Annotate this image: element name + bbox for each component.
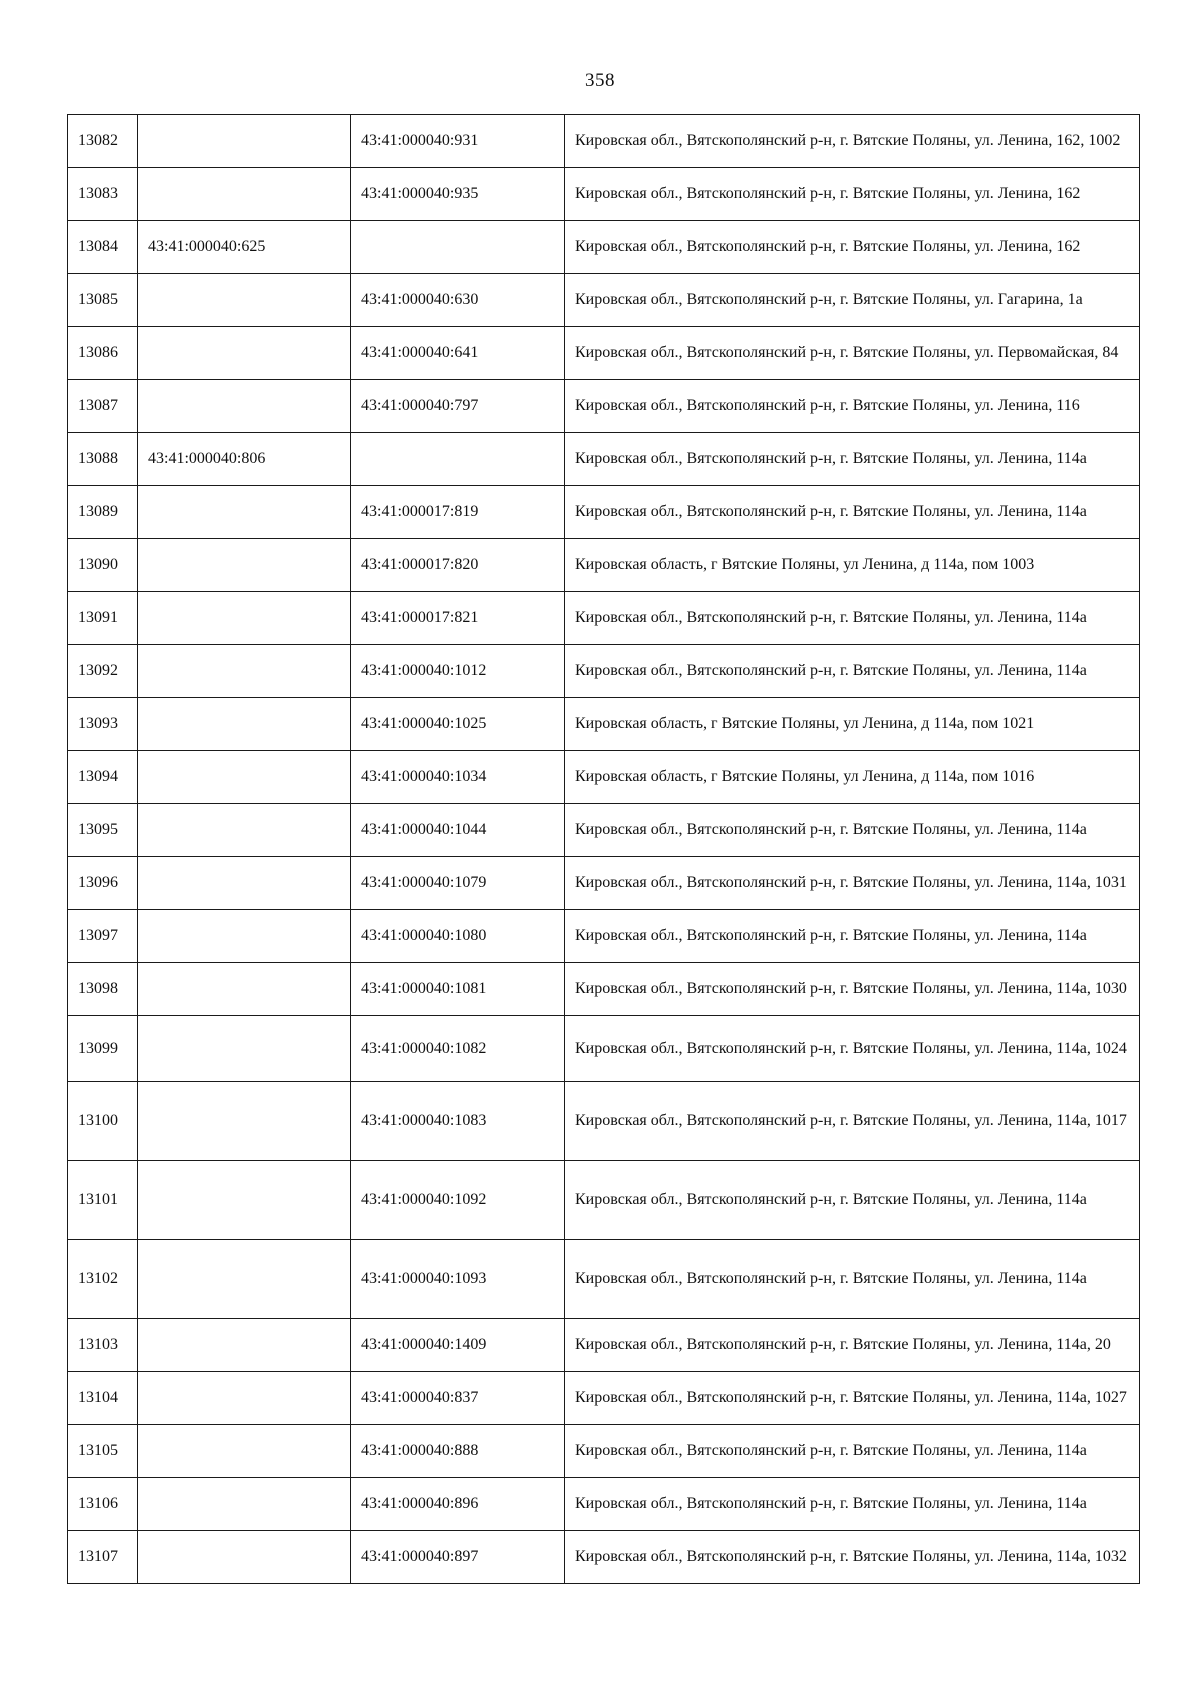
- address-cell: Кировская область, г Вятские Поляны, ул Ленина, д 114а, пом 1021: [565, 698, 1140, 751]
- registry-table-body: [68, 115, 1140, 1584]
- building-cadastral-cell: 43:41:000040:806: [138, 433, 351, 486]
- premises-cadastral-cell: 43:41:000040:630: [351, 274, 565, 327]
- premises-cadastral-cell: 43:41:000040:1012: [351, 645, 565, 698]
- address-cell: Кировская обл., Вятскополянский р-н, г. Вятские Поляны, ул. Ленина, 114а: [565, 592, 1140, 645]
- address-cell: Кировская обл., Вятскополянский р-н, г. Вятские Поляны, ул. Ленина, 114а, 1031: [565, 857, 1140, 910]
- premises-cadastral-cell: 43:41:000040:1079: [351, 857, 565, 910]
- table-row: [68, 645, 1140, 698]
- row-number-cell: 13087: [68, 380, 138, 433]
- building-cadastral-cell: [138, 1016, 351, 1082]
- address-cell: Кировская обл., Вятскополянский р-н, г. Вятские Поляны, ул. Ленина, 114а: [565, 645, 1140, 698]
- table-row: [68, 1478, 1140, 1531]
- premises-cadastral-cell: [351, 221, 565, 274]
- building-cadastral-cell: [138, 804, 351, 857]
- premises-cadastral-cell: [351, 433, 565, 486]
- address-cell: Кировская обл., Вятскополянский р-н, г. Вятские Поляны, ул. Ленина, 114а, 1030: [565, 963, 1140, 1016]
- table-row: [68, 698, 1140, 751]
- row-number-cell: 13102: [68, 1240, 138, 1319]
- row-number-cell: 13094: [68, 751, 138, 804]
- address-cell: Кировская область, г Вятские Поляны, ул Ленина, д 114а, пом 1016: [565, 751, 1140, 804]
- address-cell: Кировская обл., Вятскополянский р-н, г. Вятские Поляны, ул. Ленина, 162: [565, 168, 1140, 221]
- address-cell: Кировская область, г Вятские Поляны, ул Ленина, д 114а, пом 1003: [565, 539, 1140, 592]
- premises-cadastral-cell: 43:41:000017:821: [351, 592, 565, 645]
- address-cell: Кировская обл., Вятскополянский р-н, г. Вятские Поляны, ул. Ленина, 114а, 1024: [565, 1016, 1140, 1082]
- premises-cadastral-cell: 43:41:000040:1083: [351, 1082, 565, 1161]
- row-number-cell: 13088: [68, 433, 138, 486]
- premises-cadastral-cell: 43:41:000040:1034: [351, 751, 565, 804]
- table-row: [68, 539, 1140, 592]
- table-row: [68, 115, 1140, 168]
- table-row: [68, 433, 1140, 486]
- table-row: [68, 963, 1140, 1016]
- table-row: [68, 221, 1140, 274]
- row-number-cell: 13107: [68, 1531, 138, 1584]
- address-cell: Кировская обл., Вятскополянский р-н, г. Вятские Поляны, ул. Ленина, 114а: [565, 486, 1140, 539]
- address-cell: Кировская обл., Вятскополянский р-н, г. Вятские Поляны, ул. Ленина, 114а: [565, 1240, 1140, 1319]
- building-cadastral-cell: [138, 539, 351, 592]
- row-number-cell: 13084: [68, 221, 138, 274]
- row-number-cell: 13082: [68, 115, 138, 168]
- row-number-cell: 13100: [68, 1082, 138, 1161]
- building-cadastral-cell: [138, 1531, 351, 1584]
- premises-cadastral-cell: 43:41:000040:1092: [351, 1161, 565, 1240]
- row-number-cell: 13106: [68, 1478, 138, 1531]
- address-cell: Кировская обл., Вятскополянский р-н, г. Вятские Поляны, ул. Ленина, 114а: [565, 910, 1140, 963]
- page-number: 358: [585, 70, 615, 91]
- address-cell: Кировская обл., Вятскополянский р-н, г. Вятские Поляны, ул. Ленина, 114а, 1017: [565, 1082, 1140, 1161]
- premises-cadastral-cell: 43:41:000040:935: [351, 168, 565, 221]
- building-cadastral-cell: [138, 910, 351, 963]
- building-cadastral-cell: [138, 380, 351, 433]
- premises-cadastral-cell: 43:41:000040:1080: [351, 910, 565, 963]
- address-cell: Кировская обл., Вятскополянский р-н, г. Вятские Поляны, ул. Ленина, 114а: [565, 1425, 1140, 1478]
- row-number-cell: 13104: [68, 1372, 138, 1425]
- row-number-cell: 13085: [68, 274, 138, 327]
- table-row: [68, 910, 1140, 963]
- building-cadastral-cell: 43:41:000040:625: [138, 221, 351, 274]
- table-row: [68, 327, 1140, 380]
- address-cell: Кировская обл., Вятскополянский р-н, г. Вятские Поляны, ул. Ленина, 114а, 1032: [565, 1531, 1140, 1584]
- table-row: [68, 1016, 1140, 1082]
- row-number-cell: 13101: [68, 1161, 138, 1240]
- table-row: [68, 380, 1140, 433]
- row-number-cell: 13099: [68, 1016, 138, 1082]
- table-row: [68, 1240, 1140, 1319]
- premises-cadastral-cell: 43:41:000040:896: [351, 1478, 565, 1531]
- table-row: [68, 1319, 1140, 1372]
- premises-cadastral-cell: 43:41:000040:641: [351, 327, 565, 380]
- building-cadastral-cell: [138, 1161, 351, 1240]
- address-cell: Кировская обл., Вятскополянский р-н, г. Вятские Поляны, ул. Ленина, 114а: [565, 1161, 1140, 1240]
- premises-cadastral-cell: 43:41:000040:931: [351, 115, 565, 168]
- premises-cadastral-cell: 43:41:000040:888: [351, 1425, 565, 1478]
- row-number-cell: 13091: [68, 592, 138, 645]
- building-cadastral-cell: [138, 1082, 351, 1161]
- building-cadastral-cell: [138, 857, 351, 910]
- building-cadastral-cell: [138, 645, 351, 698]
- premises-cadastral-cell: 43:41:000040:1025: [351, 698, 565, 751]
- row-number-cell: 13095: [68, 804, 138, 857]
- address-cell: Кировская обл., Вятскополянский р-н, г. Вятские Поляны, ул. Ленина, 162: [565, 221, 1140, 274]
- building-cadastral-cell: [138, 168, 351, 221]
- row-number-cell: 13089: [68, 486, 138, 539]
- row-number-cell: 13092: [68, 645, 138, 698]
- address-cell: Кировская обл., Вятскополянский р-н, г. Вятские Поляны, ул. Гагарина, 1а: [565, 274, 1140, 327]
- table-row: [68, 804, 1140, 857]
- row-number-cell: 13103: [68, 1319, 138, 1372]
- address-cell: Кировская обл., Вятскополянский р-н, г. Вятские Поляны, ул. Ленина, 114а: [565, 1478, 1140, 1531]
- building-cadastral-cell: [138, 1478, 351, 1531]
- premises-cadastral-cell: 43:41:000040:1044: [351, 804, 565, 857]
- table-row: [68, 1161, 1140, 1240]
- table-row: [68, 168, 1140, 221]
- table-row: [68, 592, 1140, 645]
- row-number-cell: 13093: [68, 698, 138, 751]
- row-number-cell: 13105: [68, 1425, 138, 1478]
- premises-cadastral-cell: 43:41:000040:1082: [351, 1016, 565, 1082]
- address-cell: Кировская обл., Вятскополянский р-н, г. Вятские Поляны, ул. Ленина, 116: [565, 380, 1140, 433]
- premises-cadastral-cell: 43:41:000017:819: [351, 486, 565, 539]
- table-row: [68, 1425, 1140, 1478]
- building-cadastral-cell: [138, 1240, 351, 1319]
- row-number-cell: 13098: [68, 963, 138, 1016]
- address-cell: Кировская обл., Вятскополянский р-н, г. Вятские Поляны, ул. Ленина, 114а, 1027: [565, 1372, 1140, 1425]
- building-cadastral-cell: [138, 115, 351, 168]
- row-number-cell: 13090: [68, 539, 138, 592]
- row-number-cell: 13083: [68, 168, 138, 221]
- premises-cadastral-cell: 43:41:000040:1081: [351, 963, 565, 1016]
- row-number-cell: 13097: [68, 910, 138, 963]
- row-number-cell: 13096: [68, 857, 138, 910]
- building-cadastral-cell: [138, 751, 351, 804]
- building-cadastral-cell: [138, 592, 351, 645]
- table-row: [68, 486, 1140, 539]
- building-cadastral-cell: [138, 1319, 351, 1372]
- address-cell: Кировская обл., Вятскополянский р-н, г. Вятские Поляны, ул. Ленина, 114а: [565, 433, 1140, 486]
- address-cell: Кировская обл., Вятскополянский р-н, г. Вятские Поляны, ул. Ленина, 114а: [565, 804, 1140, 857]
- table-row: [68, 751, 1140, 804]
- building-cadastral-cell: [138, 1425, 351, 1478]
- table-row: [68, 1372, 1140, 1425]
- address-cell: Кировская обл., Вятскополянский р-н, г. Вятские Поляны, ул. Ленина, 162, 1002: [565, 115, 1140, 168]
- building-cadastral-cell: [138, 698, 351, 751]
- premises-cadastral-cell: 43:41:000040:1093: [351, 1240, 565, 1319]
- address-cell: Кировская обл., Вятскополянский р-н, г. Вятские Поляны, ул. Ленина, 114а, 20: [565, 1319, 1140, 1372]
- table-row: [68, 1531, 1140, 1584]
- table-row: [68, 1082, 1140, 1161]
- premises-cadastral-cell: 43:41:000040:797: [351, 380, 565, 433]
- table-row: [68, 274, 1140, 327]
- building-cadastral-cell: [138, 486, 351, 539]
- building-cadastral-cell: [138, 963, 351, 1016]
- building-cadastral-cell: [138, 1372, 351, 1425]
- premises-cadastral-cell: 43:41:000040:1409: [351, 1319, 565, 1372]
- premises-cadastral-cell: 43:41:000040:837: [351, 1372, 565, 1425]
- premises-cadastral-cell: 43:41:000040:897: [351, 1531, 565, 1584]
- row-number-cell: 13086: [68, 327, 138, 380]
- registry-table: [67, 114, 1140, 1584]
- address-cell: Кировская обл., Вятскополянский р-н, г. Вятские Поляны, ул. Первомайская, 84: [565, 327, 1140, 380]
- premises-cadastral-cell: 43:41:000017:820: [351, 539, 565, 592]
- building-cadastral-cell: [138, 327, 351, 380]
- table-row: [68, 857, 1140, 910]
- building-cadastral-cell: [138, 274, 351, 327]
